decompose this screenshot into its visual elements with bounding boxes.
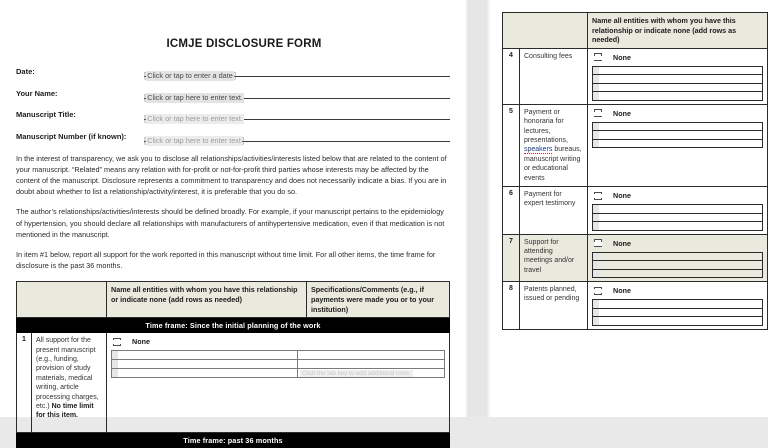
entry-cell-entity[interactable] <box>599 75 763 84</box>
none-label-5: None <box>613 108 631 118</box>
checkbox-icon[interactable] <box>594 239 602 247</box>
table-row <box>503 282 768 330</box>
content-control-bracket-left: [ <box>144 71 147 80</box>
content-control-bracket-right: ] <box>241 135 245 145</box>
row-label-5-post: bureaus, manuscript writing or educational events <box>524 146 582 182</box>
entry-cell-entity[interactable] <box>599 131 763 140</box>
entry-grid-6[interactable] <box>592 204 763 231</box>
time-frame-band-bottom-label: Time frame: past 36 months <box>17 433 450 448</box>
row-number-8: 8 <box>503 282 520 330</box>
none-label-7: None <box>613 238 631 248</box>
disclosure-table-right <box>502 12 768 330</box>
header-blank <box>17 282 107 318</box>
entry-grid-row[interactable] <box>593 139 763 148</box>
content-control-bracket-left: [ <box>144 135 147 145</box>
entry-cell-entity[interactable] <box>599 317 763 326</box>
none-checkbox-line-5[interactable] <box>592 108 763 121</box>
entry-grid-row[interactable] <box>593 300 763 309</box>
checkbox-icon[interactable] <box>594 192 602 200</box>
manuscript-title-label: Manuscript Title: <box>16 110 76 119</box>
none-label-4: None <box>613 52 631 62</box>
table-header-row <box>503 13 768 49</box>
row-number-7: 7 <box>503 234 520 282</box>
header-fields <box>16 64 450 145</box>
your-name-label: Your Name: <box>16 88 58 98</box>
date-placeholder: Click or tap to enter a date <box>147 71 233 80</box>
row-number-5: 5 <box>503 104 520 186</box>
entry-cell-entity[interactable] <box>599 269 763 278</box>
entry-cell-entity[interactable] <box>599 66 763 75</box>
entry-cell-entity[interactable] <box>599 205 763 214</box>
header-entities: Name all entities with whom you have this relationship or indicate none (add rows as needed) <box>588 13 768 49</box>
paragraph-transparency: In the interest of transparency, we ask you to disclose all relationships/activities/interests listed below that are related to the content of your manuscript. “Related” means any relation with for-profit or not-for-profit third parties whose interests may be affected by the content of the manuscript. Disclosure represents a commitment to transparency and does not necessarily indicate a bias. If you are in doubt about whether to list a relationship/activity/interest, it is preferable that you do so. <box>16 153 447 197</box>
entry-cell-entity[interactable] <box>599 300 763 309</box>
entry-grid-8[interactable] <box>592 299 763 326</box>
page-title: ICMJE DISCLOSURE FORM <box>166 38 322 50</box>
entry-grid-row[interactable] <box>593 75 763 84</box>
paragraph-time-frame: In item #1 below, report all support for the work reported in this manuscript without time limit. For all other items, the time frame for disclosure is the past 36 months. <box>16 249 436 271</box>
entry-cell-entity[interactable] <box>599 252 763 261</box>
manuscript-title-placeholder: Click or tap here to enter text. <box>147 114 243 123</box>
content-control-bracket-left: [ <box>144 114 147 123</box>
time-frame-band-initial-planning <box>17 318 450 333</box>
entry-cell-spec[interactable] <box>297 351 444 360</box>
entry-cell-entity[interactable] <box>599 261 763 270</box>
table-row <box>503 234 768 282</box>
field-row-manuscript-title <box>16 107 450 123</box>
manuscript-number-label: Manuscript Number (if known): <box>16 131 127 141</box>
manuscript-title-input[interactable] <box>144 108 450 123</box>
none-label-8: None <box>613 286 631 296</box>
entry-cell-entity[interactable] <box>118 360 298 369</box>
content-control-bracket-right: ] <box>233 71 237 80</box>
none-checkbox-line-4[interactable] <box>592 52 763 65</box>
row-label-1-bold: No time limit for this item. <box>36 402 94 420</box>
field-row-date <box>16 64 450 80</box>
field-row-manuscript-number <box>16 129 450 145</box>
add-rows-hint: Click the tab key to add additional rows. <box>301 369 411 377</box>
table-row <box>17 333 450 433</box>
your-name-input[interactable] <box>144 87 450 102</box>
entry-grid-row[interactable] <box>593 317 763 326</box>
date-input[interactable] <box>144 65 450 80</box>
header-entities: Name all entities with whom you have this relationship or indicate none (add rows as needed) <box>107 282 307 318</box>
checkbox-icon[interactable] <box>594 109 602 117</box>
row-entry-cell-7[interactable] <box>588 234 768 282</box>
table-header-row <box>17 282 450 318</box>
row-label-5-pre: Payment or honoraria for lectures, presentations, <box>524 108 568 144</box>
time-frame-band-past-36-months <box>17 433 450 448</box>
table-row <box>503 187 768 235</box>
entry-grid-row[interactable] <box>593 213 763 222</box>
header-blank <box>503 13 588 49</box>
row-number-4: 4 <box>503 48 520 104</box>
entry-grid-row[interactable] <box>593 83 763 92</box>
entry-grid-row[interactable] <box>593 261 763 270</box>
row-label-8: Patents planned, issued or pending <box>520 282 588 330</box>
none-label-6: None <box>613 191 631 201</box>
entry-grid-4[interactable] <box>592 66 763 101</box>
none-checkbox-line-7[interactable] <box>592 238 763 251</box>
row-label-6: Payment for expert testimony <box>520 187 588 235</box>
entry-grid-5[interactable] <box>592 122 763 149</box>
header-specifications: Specifications/Comments (e.g., if payments were made you or to your institution) <box>307 282 450 318</box>
row-entry-cell-6[interactable] <box>588 187 768 235</box>
entry-grid-row[interactable] <box>593 131 763 140</box>
entry-cell-entity[interactable] <box>599 213 763 222</box>
content-control-bracket-left: [ <box>144 92 147 102</box>
page-right <box>490 0 768 417</box>
entry-grid-row[interactable] <box>593 222 763 231</box>
checkbox-icon[interactable] <box>594 287 602 295</box>
entry-grid-row[interactable] <box>112 369 445 378</box>
row-label-5 <box>520 104 588 186</box>
entry-grid-7[interactable] <box>592 252 763 279</box>
manuscript-number-input[interactable] <box>144 130 450 145</box>
entry-grid-row[interactable] <box>112 360 445 369</box>
entry-grid-row[interactable] <box>593 66 763 75</box>
entry-grid-row[interactable] <box>593 205 763 214</box>
none-checkbox-line-8[interactable] <box>592 285 763 298</box>
row-label-1-plain: All support for the present manuscript (e.g., funding, provision of study materials, medical writing, article processing charges, etc.) <box>36 337 99 410</box>
entry-cell-spec[interactable] <box>297 360 444 369</box>
disclosure-table-left <box>16 281 450 448</box>
manuscript-number-placeholder: Click or tap here to enter text <box>147 135 241 145</box>
row-label-7: Support for attending meetings and/or travel <box>520 234 588 282</box>
checkbox-icon[interactable] <box>113 338 121 346</box>
paragraph-broad-definition: The author’s relationships/activities/interests should be defined broadly. For example, if your manuscript pertains to the epidemiology of hypertension, you should declare all relationships with manufacturers of antihypertensive medication, even if that medication is not mentioned in the manuscript. <box>16 207 445 239</box>
table-row <box>503 48 768 104</box>
entry-cell-entity[interactable] <box>599 308 763 317</box>
page-left-edge-shadow <box>466 0 469 417</box>
entry-grid-row[interactable] <box>593 252 763 261</box>
entry-cell-entity[interactable] <box>599 139 763 148</box>
none-checkbox-line-6[interactable] <box>592 190 763 203</box>
page-left-body <box>0 38 466 448</box>
none-checkbox-line-1[interactable] <box>111 336 445 349</box>
entry-grid-row[interactable] <box>112 351 445 360</box>
your-name-placeholder: Click or tap here to enter text. <box>147 92 243 102</box>
entry-grid-row[interactable] <box>593 92 763 101</box>
entry-cell-entity[interactable] <box>118 351 298 360</box>
none-label-1: None <box>132 337 150 347</box>
entry-cell-entity[interactable] <box>599 222 763 231</box>
entry-grid-row[interactable] <box>593 269 763 278</box>
checkbox-icon[interactable] <box>594 53 602 61</box>
entry-grid-row[interactable] <box>593 122 763 131</box>
row-label-5-spellcheck-word: speakers <box>524 146 553 154</box>
row-label-1 <box>32 333 107 433</box>
entry-cell-entity[interactable] <box>599 83 763 92</box>
row-entry-cell-8[interactable] <box>588 282 768 330</box>
field-row-your-name <box>16 86 450 102</box>
row-entry-cell-4[interactable] <box>588 48 768 104</box>
entry-cell-spec[interactable] <box>297 369 444 378</box>
entry-cell-entity[interactable] <box>118 369 298 378</box>
row-entry-cell-5[interactable] <box>588 104 768 186</box>
row-number-6: 6 <box>503 187 520 235</box>
entry-grid-row[interactable] <box>593 308 763 317</box>
entry-grid-1[interactable] <box>111 350 445 378</box>
row-number-1: 1 <box>17 333 32 433</box>
row-entry-cell-1[interactable] <box>107 333 450 433</box>
table-row <box>503 104 768 186</box>
page-gap <box>466 0 490 417</box>
time-frame-band-top-label: Time frame: Since the initial planning of the work <box>17 318 450 333</box>
row-label-4: Consulting fees <box>520 48 588 104</box>
entry-cell-entity[interactable] <box>599 122 763 131</box>
entry-cell-entity[interactable] <box>599 92 763 101</box>
date-label: Date: <box>16 67 35 76</box>
